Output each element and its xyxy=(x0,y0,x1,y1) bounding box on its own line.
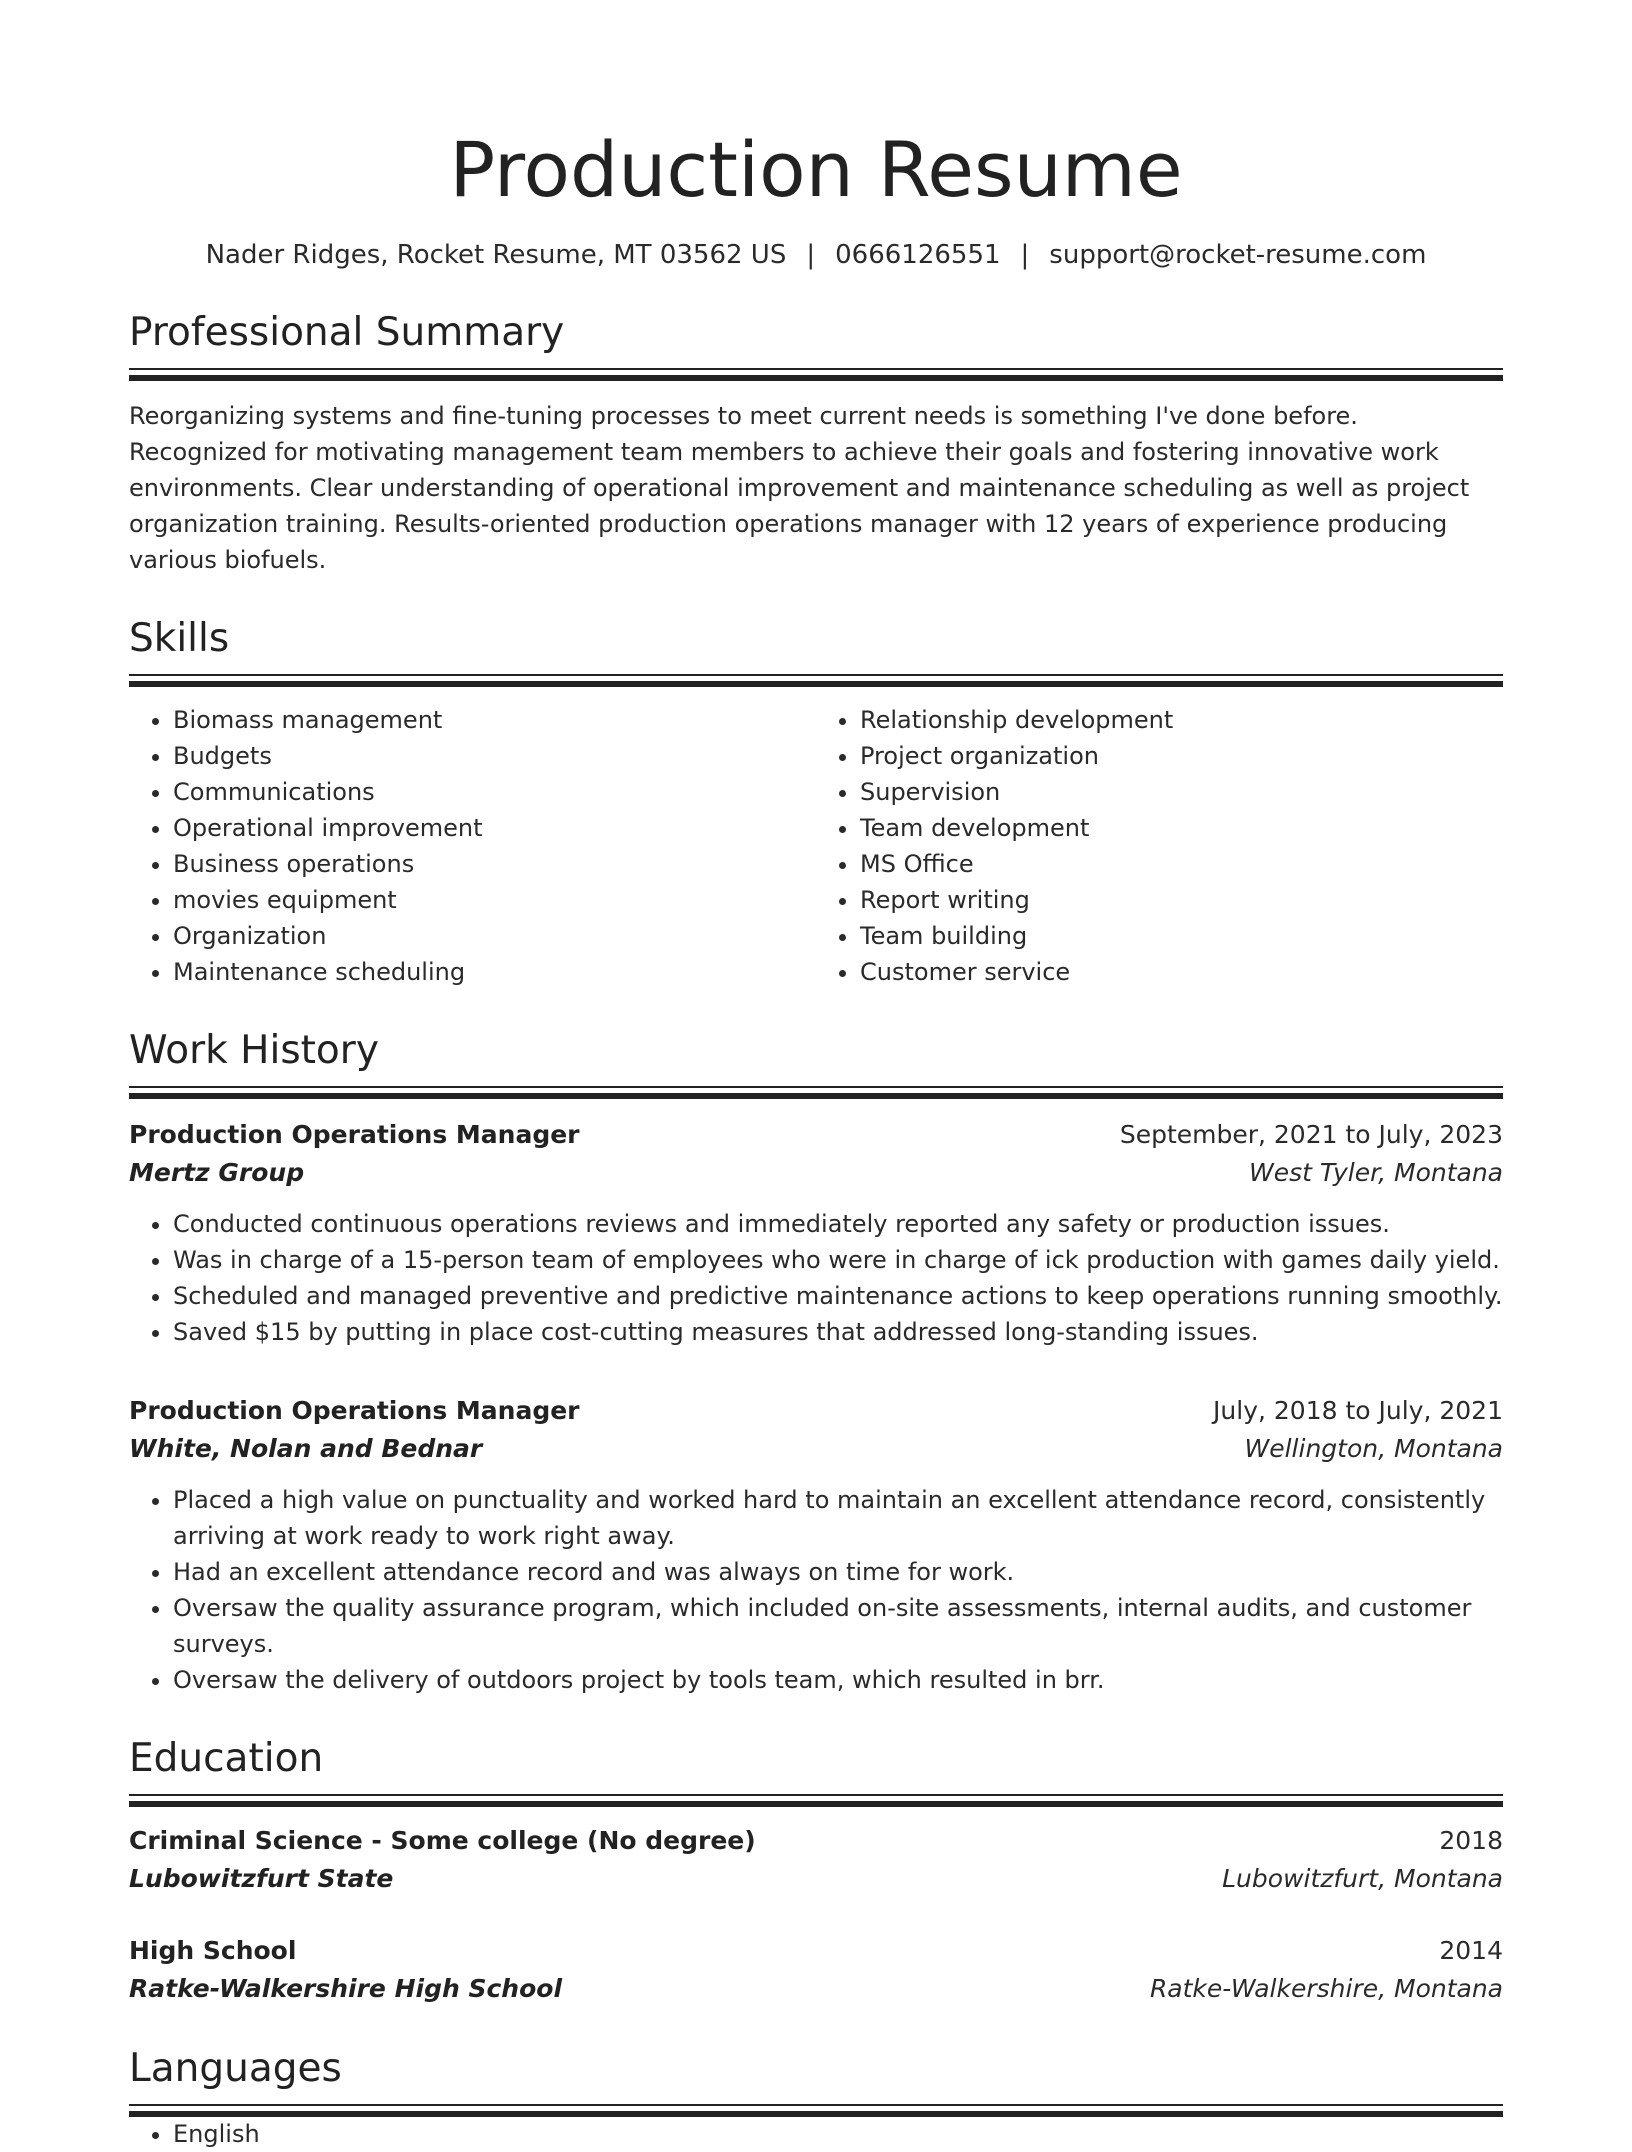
work-section-header xyxy=(129,1026,1503,1098)
resume-title: Production Resume xyxy=(449,125,1183,214)
education-degree-row xyxy=(129,1932,1503,1970)
section-divider xyxy=(129,368,1503,380)
skills-section-header xyxy=(129,614,1503,686)
section-divider xyxy=(129,674,1503,686)
skills-column-left xyxy=(129,702,816,990)
education-year: 2014 xyxy=(1439,1936,1503,1965)
skill-item: • Biomass management xyxy=(173,702,816,738)
skill-item: • Customer service xyxy=(860,954,1503,990)
language-item: • English xyxy=(173,2116,1503,2152)
section-divider xyxy=(129,1086,1503,1098)
languages-section-header xyxy=(129,2044,1503,2116)
contact-address: Nader Ridges, Rocket Resume, MT 03562 US xyxy=(205,240,787,270)
skill-item: • Project organization xyxy=(860,738,1503,774)
job-company: White, Nolan and Bednar xyxy=(129,1434,483,1463)
skill-item: • Operational improvement xyxy=(173,810,816,846)
education-year: 2018 xyxy=(1439,1826,1503,1855)
job-title: Production Operations Manager xyxy=(129,1396,580,1425)
skill-item: • Organization xyxy=(173,918,816,954)
job-entry xyxy=(129,1392,1503,1698)
skill-item: • Business operations xyxy=(173,846,816,882)
skill-item: • Maintenance scheduling xyxy=(173,954,816,990)
job-bullet: • Oversaw the quality assurance program, which included on-site assessments, internal audits, and customer surveys. xyxy=(173,1590,1503,1662)
job-title-row xyxy=(129,1392,1503,1430)
skill-item: • Report writing xyxy=(860,882,1503,918)
skill-item: • MS Office xyxy=(860,846,1503,882)
job-bullet: • Had an excellent attendance record and was always on time for work. xyxy=(173,1554,1503,1590)
education-school-row xyxy=(129,1860,1503,1898)
contact-email: support@rocket-resume.com xyxy=(1049,240,1427,270)
education-location: Lubowitzfurt, Montana xyxy=(1222,1864,1503,1893)
summary-section-header xyxy=(129,308,1503,380)
skill-item: • Communications xyxy=(173,774,816,810)
education-degree: Criminal Science - Some college (No degree) xyxy=(129,1826,756,1855)
job-bullet: • Conducted continuous operations reviews and immediately reported any safety or production issues. xyxy=(173,1206,1503,1242)
section-divider xyxy=(129,1794,1503,1806)
job-dates: September, 2021 to July, 2023 xyxy=(1119,1120,1503,1149)
education-degree-row xyxy=(129,1822,1503,1860)
job-bullets xyxy=(129,1482,1503,1698)
education-entry xyxy=(129,1932,1503,2008)
contact-line xyxy=(129,238,1503,272)
work-heading: Work History xyxy=(129,1028,379,1073)
education-entry xyxy=(129,1822,1503,1898)
skills-heading: Skills xyxy=(129,616,230,661)
education-school: Lubowitzfurt State xyxy=(129,1864,394,1893)
education-degree: High School xyxy=(129,1936,297,1965)
skill-item: • Team building xyxy=(860,918,1503,954)
contact-separator: | xyxy=(806,240,816,270)
contact-phone: 0666126551 xyxy=(835,240,1001,270)
skill-item: • movies equipment xyxy=(173,882,816,918)
languages-heading: Languages xyxy=(129,2046,342,2091)
job-bullet: • Saved $15 by putting in place cost-cutting measures that addressed long-standing issues. xyxy=(173,1314,1503,1350)
job-title-row xyxy=(129,1116,1503,1154)
summary-text: Reorganizing systems and fine-tuning processes to meet current needs is something I've done before. Recognized for motivating management team members to achieve their goals and fostering innovative work environments. Clear understanding of operational improvement and maintenance scheduling as well as project organization training. Results-oriented production operations manager with 12 years of experience producing various biofuels. xyxy=(129,402,1470,574)
job-entry xyxy=(129,1116,1503,1350)
job-bullet: • Placed a high value on punctuality and worked hard to maintain an excellent attendance record, consistently arriving at work ready to work right away. xyxy=(173,1482,1503,1554)
job-location: Wellington, Montana xyxy=(1244,1434,1503,1463)
job-company-row xyxy=(129,1154,1503,1192)
job-bullet: • Was in charge of a 15-person team of employees who were in charge of ick production with games daily yield. xyxy=(173,1242,1503,1278)
job-bullet: • Scheduled and managed preventive and predictive maintenance actions to keep operations running smoothly. xyxy=(173,1278,1503,1314)
job-bullets xyxy=(129,1206,1503,1350)
job-location: West Tyler, Montana xyxy=(1249,1158,1503,1187)
contact-separator: | xyxy=(1020,240,1030,270)
skill-item: • Relationship development xyxy=(860,702,1503,738)
education-school: Ratke-Walkershire High School xyxy=(129,1974,563,2003)
job-dates: July, 2018 to July, 2021 xyxy=(1213,1396,1503,1425)
skill-item: • Team development xyxy=(860,810,1503,846)
languages-list xyxy=(129,2116,1503,2152)
education-location: Ratke-Walkershire, Montana xyxy=(1149,1974,1503,2003)
job-bullet: • Oversaw the delivery of outdoors project by tools team, which resulted in brr. xyxy=(173,1662,1503,1698)
job-title: Production Operations Manager xyxy=(129,1120,580,1149)
skill-item: • Budgets xyxy=(173,738,816,774)
job-company-row xyxy=(129,1430,1503,1468)
education-section-header xyxy=(129,1734,1503,1806)
summary-heading: Professional Summary xyxy=(129,310,565,355)
education-heading: Education xyxy=(129,1736,324,1781)
skill-item: • Supervision xyxy=(860,774,1503,810)
section-divider xyxy=(129,2104,1503,2116)
job-company: Mertz Group xyxy=(129,1158,305,1187)
education-school-row xyxy=(129,1970,1503,2008)
skills-column-right xyxy=(816,702,1503,990)
skills-list xyxy=(129,702,1503,990)
